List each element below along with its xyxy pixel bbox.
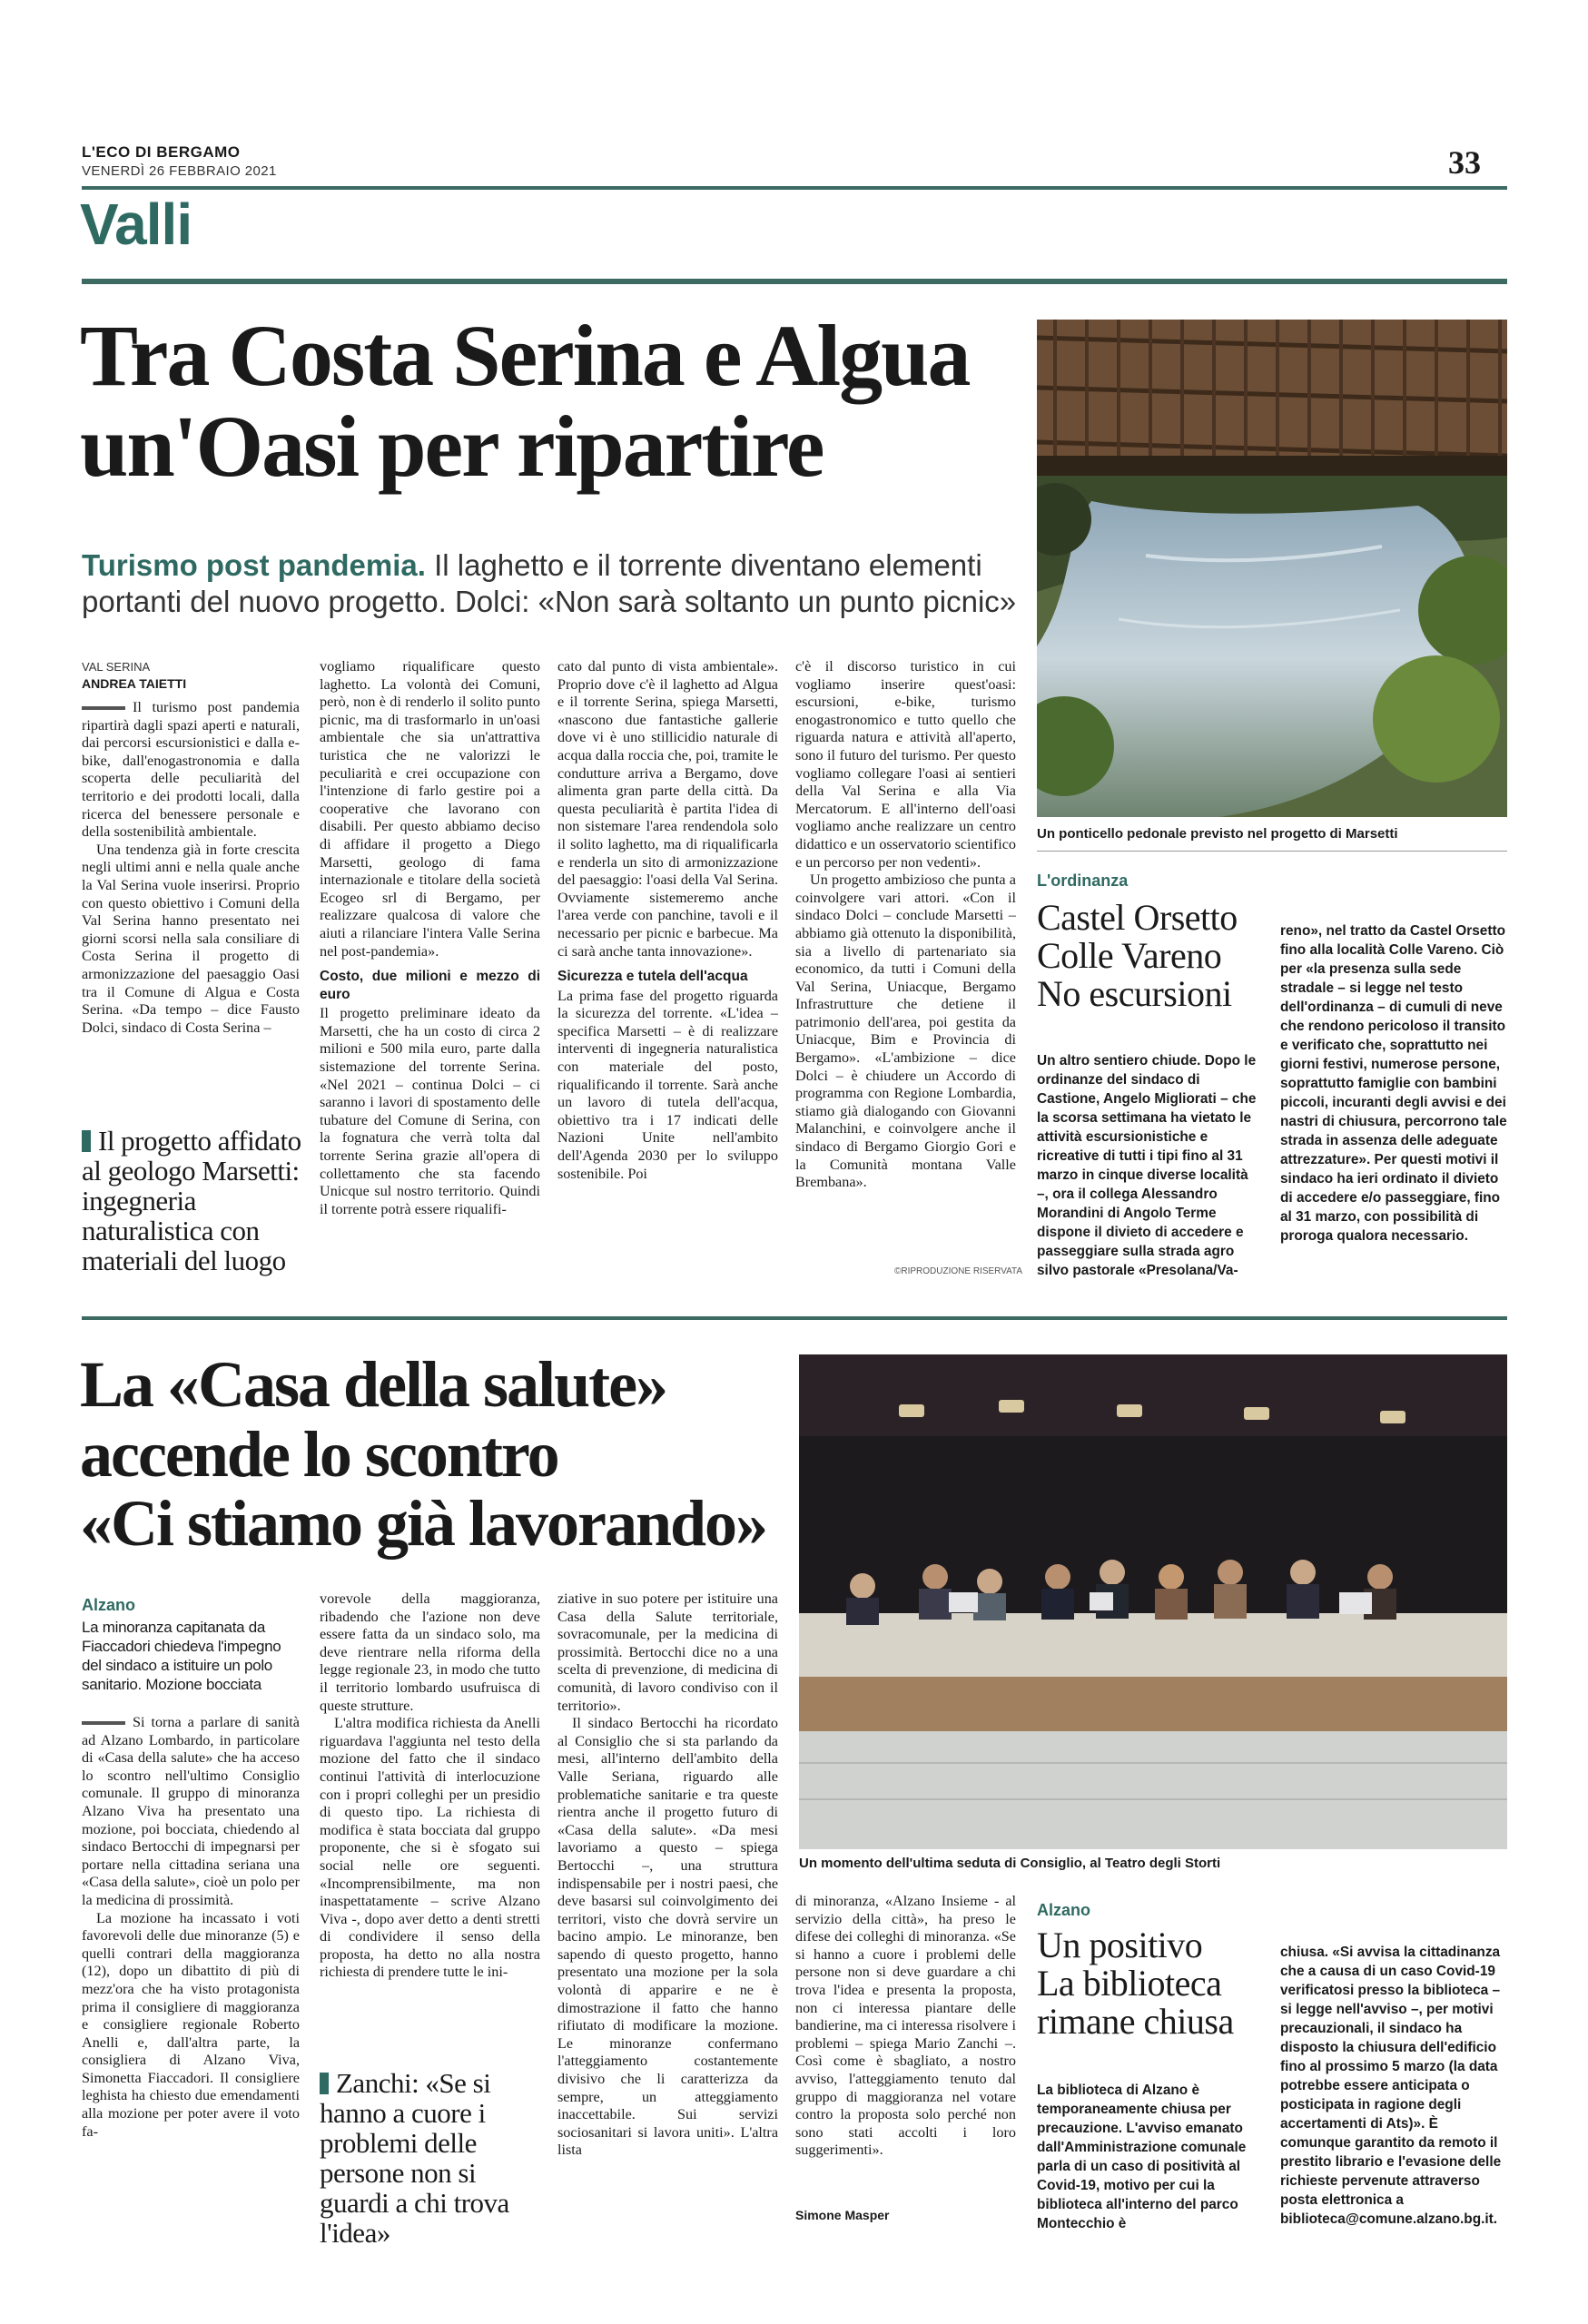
publication-name: L'ECO DI BERGAMO [82, 143, 241, 161]
section-title: Valli [80, 192, 192, 257]
paragraph: Il sindaco Bertocchi ha ricordato al Consiglio che si sta parlando da mesi, all'interno dell'ambito della Valle Seriana, riguardo alle problematiche sanitarie e tra queste rientra anche il progetto futuro di «Casa della salute». «Da mesi lavoriamo a questo – spiega Bertocchi –, una struttura indispensabile per i nostri paesi, che deve basarsi sul coinvolgimento dei territori, visto che dovrà servire un bacino ampio. Le minoranze, ben sapendo di questo progetto, hanno presentato una mozione per la sola volontà di apparire e ne è dimostrazione il fatto che hanno rifiutato di modificare la mozione. Le minoranze confermano l'atteggiamento costantemente divisivo che li caratterizza da sempre, un atteggiamento inaccettabile. Sui servizi sociosanitari si lavora uniti». L'altra lista [557, 1715, 778, 2159]
paragraph: Si torna a parlare di sanità ad Alzano Lombardo, in particolare di «Casa della salute» che ha acceso lo scontro nell'ultimo Consiglio comunale. Il gruppo di minoranza Alzano Viva ha presentato una mozione, poi bocciata, chiedendo al sindaco Bertocchi di impegnarsi per portare nella cittadina seriana una «Casa della salute», cioè un polo per la medicina di prossimità. [82, 1714, 300, 1908]
copyright-note: ©RIPRODUZIONE RISERVATA [894, 1266, 1023, 1276]
article2-col3 [557, 1590, 778, 2244]
paragraph: vogliamo riqualificare questo laghetto. La volontà dei Comuni, però, non è di renderlo il solito punto picnic, ma di trasformarlo in un'oasi ambientale che sia un'attrattiva turistica che ne valorizzi le peculiarità e crei occupazione con l'intenzione di farlo gestire poi a cooperative che lavorano con disabili. Per questo abbiamo deciso di affidare il progetto a Diego Marsetti, geologo di fama internazionale e titolare della società Ecogeo srl di Bergamo, per realizzare qualcosa di valore che aiuti a rilanciare l'intera Valle Serina nel post-pandemia». [320, 658, 540, 960]
article1-subhead-line2: portanti del nuovo progetto. Dolci: «Non sarà soltanto un punto picnic» [82, 585, 1017, 618]
sidebar2-headline-line: Un positivo [1037, 1925, 1203, 1965]
article1-headline-line2: un'Oasi per ripartire [80, 398, 824, 496]
article-separator [82, 1316, 1507, 1320]
council-meeting-photo [799, 1354, 1507, 1849]
lead-dash [82, 706, 125, 710]
article2-summary: La minoranza capitanata da Fiaccadori chiedeva l'impegno del sindaco a istituire un polo sanitario. Mozione bocciata [82, 1619, 281, 1693]
article1-col2 [320, 658, 540, 1285]
bridge-photo [1037, 320, 1507, 817]
article1-subhead-line1: Il laghetto e il torrente diventano elementi [425, 548, 982, 582]
paragraph: Un altro sentiero chiude. Dopo le ordinanze del sindaco di Castione, Angelo Migliorati – che la scorsa settimana ha vietato le attività escursionistiche e ricreative di tutti i tipi fino al 31 marzo in cinque diverse località –, ora il collega Alessandro Morandini di Angolo Terme dispone il divieto di accedere e passeggiare sulla strada agro silvo pastorale «Presolana/Va- [1037, 1053, 1257, 1278]
lead-dash [82, 1721, 125, 1725]
paragraph: reno», nel tratto da Castel Orsetto fino alla località Colle Vareno. Ciò per «la presenza sulla sede stradale – si legge nel testo dell'ordinanza – di cumuli di neve che rendono pericoloso il transito e verificato che, soprattutto nei giorni festivi, numerose persone, soprattutto famiglie con bambini piccoli, incuranti degli avvisi e dei nastri di chiusura, percorrono tale strada in assenza delle adeguate attrezzature». Per questi motivi il sindaco ha ieri ordinato il divieto di accedere e/o passeggiare, fino al 31 marzo, con possibilità di proroga qualora necessario. [1280, 923, 1507, 1244]
caption-rule [1037, 851, 1507, 852]
page-number: 33 [1448, 144, 1481, 181]
pullquote-bar [82, 1130, 91, 1152]
sidebar2-kicker: Alzano [1037, 1901, 1091, 1919]
pullquote-text: Il progetto affidato al geologo Marsetti: ingegneria naturalistica con materiali del luogo [82, 1125, 301, 1276]
paragraph: chiusa. «Si avvisa la cittadinanza che a causa di un caso Covid-19 verificatosi presso la biblioteca – si legge nell'avviso –, per motivi precauzionali, il sindaco ha disposto la chiusura dell'edificio fino al prossimo 5 marzo (la data potrebbe essere anticipata o posticipata in ragione degli accertamenti di Ats)». È comunque garantito da remoto il prestito librario e l'evasione delle richieste pervenute attraverso posta elettronica a biblioteca@comune.alzano.bg.it. [1280, 1945, 1502, 2227]
paragraph: Un progetto ambizioso che punta a coinvolgere vari attori. «Con il sindaco Dolci – conclude Marsetti – abbiamo già ottenuto la disponibilità, sia a livello di partenariato sia economico, da tutti i Comuni della Val Serina, Uniacque, Bergamo Infrastrutture che detiene il patrimonio dell'area, poi gestita da Uniacque, Bim e Provincia di Bergamo». «L'ambizione – dice Dolci – è chiudere un Accordo di programma con Regione Lombardia, stiamo già dialogando con Giovanni Malanchini, e coinvolgere anche il sindaco di Bergamo Giorgio Gori e la Comunità montana Valle Brembana». [795, 872, 1016, 1191]
paragraph: di minoranza, «Alzano Insieme - al servizio della città», ha preso le difese dei colleghi di minoranza. «Se si hanno a cuore i problemi delle persone non si deve guardare a chi trova l'idea e presenta la proposta, non ci interessa piantare delle bandierine, ma ci interessa risolvere i problemi – spiega Mario Zanchi –. Così come è sbagliato, a nostro avviso, l'atteggiamento tenuto dal gruppo di maggioranza nel votare contro la proposta solo perché non sono stati accolti i loro suggerimenti». [795, 1893, 1016, 2159]
sidebar2-headline-line: rimane chiusa [1037, 2001, 1234, 2042]
article1-col3-subhead: Sicurezza e tutela dell'acqua [557, 969, 748, 985]
article2-col2 [320, 1590, 540, 2026]
paragraph: vorevole della maggioranza, ribadendo che l'azione non deve essere fatta da un sindaco solo, ma deve rientrare nella riforma della legge regionale 23, in modo che tutto il territorio lombardo usufruisca di queste strutture. [320, 1590, 540, 1714]
sidebar2-col2 [1280, 1943, 1507, 2229]
bridge-photo-caption: Un ponticello pedonale previsto nel progetto di Marsetti [1037, 826, 1398, 842]
article1-location: VAL SERINA [82, 660, 151, 674]
paragraph: L'altra modifica richiesta da Anelli riguardava l'aggiunta nel testo della mozione del fatto che il sindaco continui l'attività di interlocuzione con i propri colleghi per un presidio di questo tipo. La richiesta di modifica è stata bocciata dal gruppo proponente, che si è sfogato sui social nelle ore seguenti. «Incomprensibilmente, ma non inaspettatamente – scrive Alzano Viva -, dopo aver detto a denti stretti di condividere il senso della proposta, ha detto no alla nostra richiesta di prendere tutte le ini- [320, 1715, 540, 1981]
paragraph: La prima fase del progetto riguarda la sicurezza del torrente. «L'idea – specifica Marsetti – è di realizzare interventi di ingegneria naturalistica con materiale del posto, riqualificando il torrente. Sarà anche un lavoro di tutela dell'acqua, obiettivo tra i 17 indicati delle Nazioni Unite nell'ambito dell'Agenda 2030 per lo sviluppo sostenibile. Poi [557, 987, 778, 1182]
article1-pullquote [82, 1126, 309, 1275]
publication-date: VENERDÌ 26 FEBBRAIO 2021 [82, 163, 277, 179]
paragraph: Il progetto preliminare ideato da Marsetti, che ha un costo di circa 2 milioni e 500 mila euro, parte dalla sistemazione del torrente Serina. «Nel 2021 – continua Dolci – ci saranno i lavori di spostamento delle tubature del Comune di Serina, con la fognatura che verrà tolta dal torrente Serina grazie all'opera di collettamento che sta facendo Unicque sul nostro territorio. Quindi il torrente potrà essere riqualifi- [320, 1005, 540, 1217]
article2-kicker: Alzano [82, 1596, 136, 1614]
sidebar2-col1 [1037, 2081, 1262, 2233]
article2-headline-line2: accende lo scontro [80, 1417, 558, 1491]
article1-col1 [82, 699, 300, 1080]
article1-headline [80, 307, 1042, 496]
paragraph: La biblioteca di Alzano è temporaneamente chiusa per precauzione. L'avviso emanato dall'Amministrazione comunale parla di un caso di positività al Covid-19, motivo per cui la biblioteca all'interno del parco Montecchio è [1037, 2083, 1247, 2231]
sidebar1-kicker: L'ordinanza [1037, 872, 1129, 890]
article1-col3 [557, 658, 778, 1285]
article1-col4 [795, 658, 1016, 1257]
article2-headline [80, 1348, 806, 1561]
article2-headline-line1: La «Casa della salute» [80, 1348, 667, 1421]
article1-author: ANDREA TAIETTI [82, 676, 187, 691]
paragraph: ziative in suo potere per istituire una Casa della Salute territoriale, sovracomunale, per la medicina di prossimità. Bertocchi dice no a una scelta di prevenzione, di medicina di comunità, di lavoro condiviso con il territorio». [557, 1590, 778, 1714]
pullquote-bar [320, 2073, 329, 2094]
sidebar1-headline-line: Castel Orsetto [1037, 897, 1238, 938]
header-rule [82, 186, 1507, 190]
sidebar2-headline [1037, 1926, 1234, 2041]
paragraph: c'è il discorso turistico in cui vogliamo inserire quest'oasi: escursioni, e-bike, turismo enogastronomico e tutto quello che riguarda natura e attività all'aperto, sono il futuro del turismo. Per questo vogliamo collegare l'oasi ai sentieri della Val Serina e alla Via Mercatorum. E all'interno dell'oasi vogliamo anche realizzare un centro didattico e un osservatorio scientifico e un percorso per non vedenti». [795, 658, 1016, 871]
article1-subhead [82, 547, 1044, 620]
article1-subhead-kicker: Turismo post pandemia. [82, 548, 426, 582]
paragraph: cato dal punto di vista ambientale». Proprio dove c'è il laghetto ad Algua e il torrente Serina, spiega Marsetti, «nascono due fantastiche gallerie dove vi è uno stillicidio naturale di acqua dalla roccia che, poi, tramite le condutture arriva a Bergamo, dove alimenta gran parte della città. Da questa peculiarità è partita l'idea di non sistemare l'area rendendola solo il solito laghetto, ma di riqualificarla e renderla un sito di armonizzazione del paesaggio: l'oasi della Val Serina. Ovviamente sistemeremo anche l'area verde con panchine, tavoli e il necessario per picnic e barbecue. Ma ci sarà anche tanta innovazione». [557, 658, 778, 960]
article1-col2-subhead: Costo, due milioni e mezzo di euro [320, 969, 540, 1002]
paragraph: La mozione ha incassato i voti favorevoli delle due minoranze (5) e quelli contrari della maggioranza (12), dopo un dibattito di più di mezz'ora che ha visto protagonista prima il consigliere di maggioranza e consigliere regionale Roberto Anelli e, dall'altra parte, la consigliera di Alzano Viva, Simonetta Fiaccadori. Il consigliere leghista ha chiesto due emendamenti alla mozione per poter avere il voto fa- [82, 1909, 300, 2140]
sidebar1-headline-line: Colle Vareno [1037, 935, 1222, 976]
article1-headline-line1: Tra Costa Serina e Algua [80, 307, 970, 404]
article2-headline-line3: «Ci stiamo già lavorando» [80, 1487, 767, 1561]
sidebar1-col2 [1280, 921, 1507, 1246]
bridge-illustration [1037, 320, 1507, 817]
sidebar1-col1 [1037, 1051, 1262, 1280]
article2-pullquote [320, 2068, 547, 2248]
article2-author: Simone Masper [795, 2208, 890, 2222]
paragraph: Una tendenza già in forte crescita negli ultimi anni e nella quale anche la Val Serina vuole inserirsi. Proprio con questo obiettivo i Comuni della Val Serina hanno presentato nei giorni scorsi nella sala consiliare di Costa Serina il progetto di armonizzazione del paesaggio Oasi tra il Comune di Algua e Costa Serina. «Da tempo – dice Fausto Dolci, sindaco di Costa Serina – [82, 841, 300, 1036]
council-meeting-illustration [799, 1354, 1507, 1849]
paragraph: Il turismo post pandemia ripartirà dagli spazi aperti e naturali, dai percorsi escursionistici e dalla e-bike, dall'enogastronomia e dalla scoperta delle peculiarità del territorio e dei prodotti locali, dalla ricerca del benessere personale e della sostenibilità ambientale. [82, 699, 300, 841]
article2-col4 [795, 1893, 1016, 2229]
article2-col1 [82, 1714, 300, 2231]
sidebar1-headline [1037, 899, 1238, 1013]
pullquote-text: Zanchi: «Se si hanno a cuore i problemi delle persone non si guardi a chi trova l'idea» [320, 2067, 509, 2249]
section-rule [82, 279, 1507, 284]
council-photo-caption: Un momento dell'ultima seduta di Consiglio, al Teatro degli Storti [799, 1856, 1221, 1871]
sidebar1-headline-line: No escursioni [1037, 973, 1232, 1014]
sidebar2-headline-line: La biblioteca [1037, 1963, 1222, 2004]
